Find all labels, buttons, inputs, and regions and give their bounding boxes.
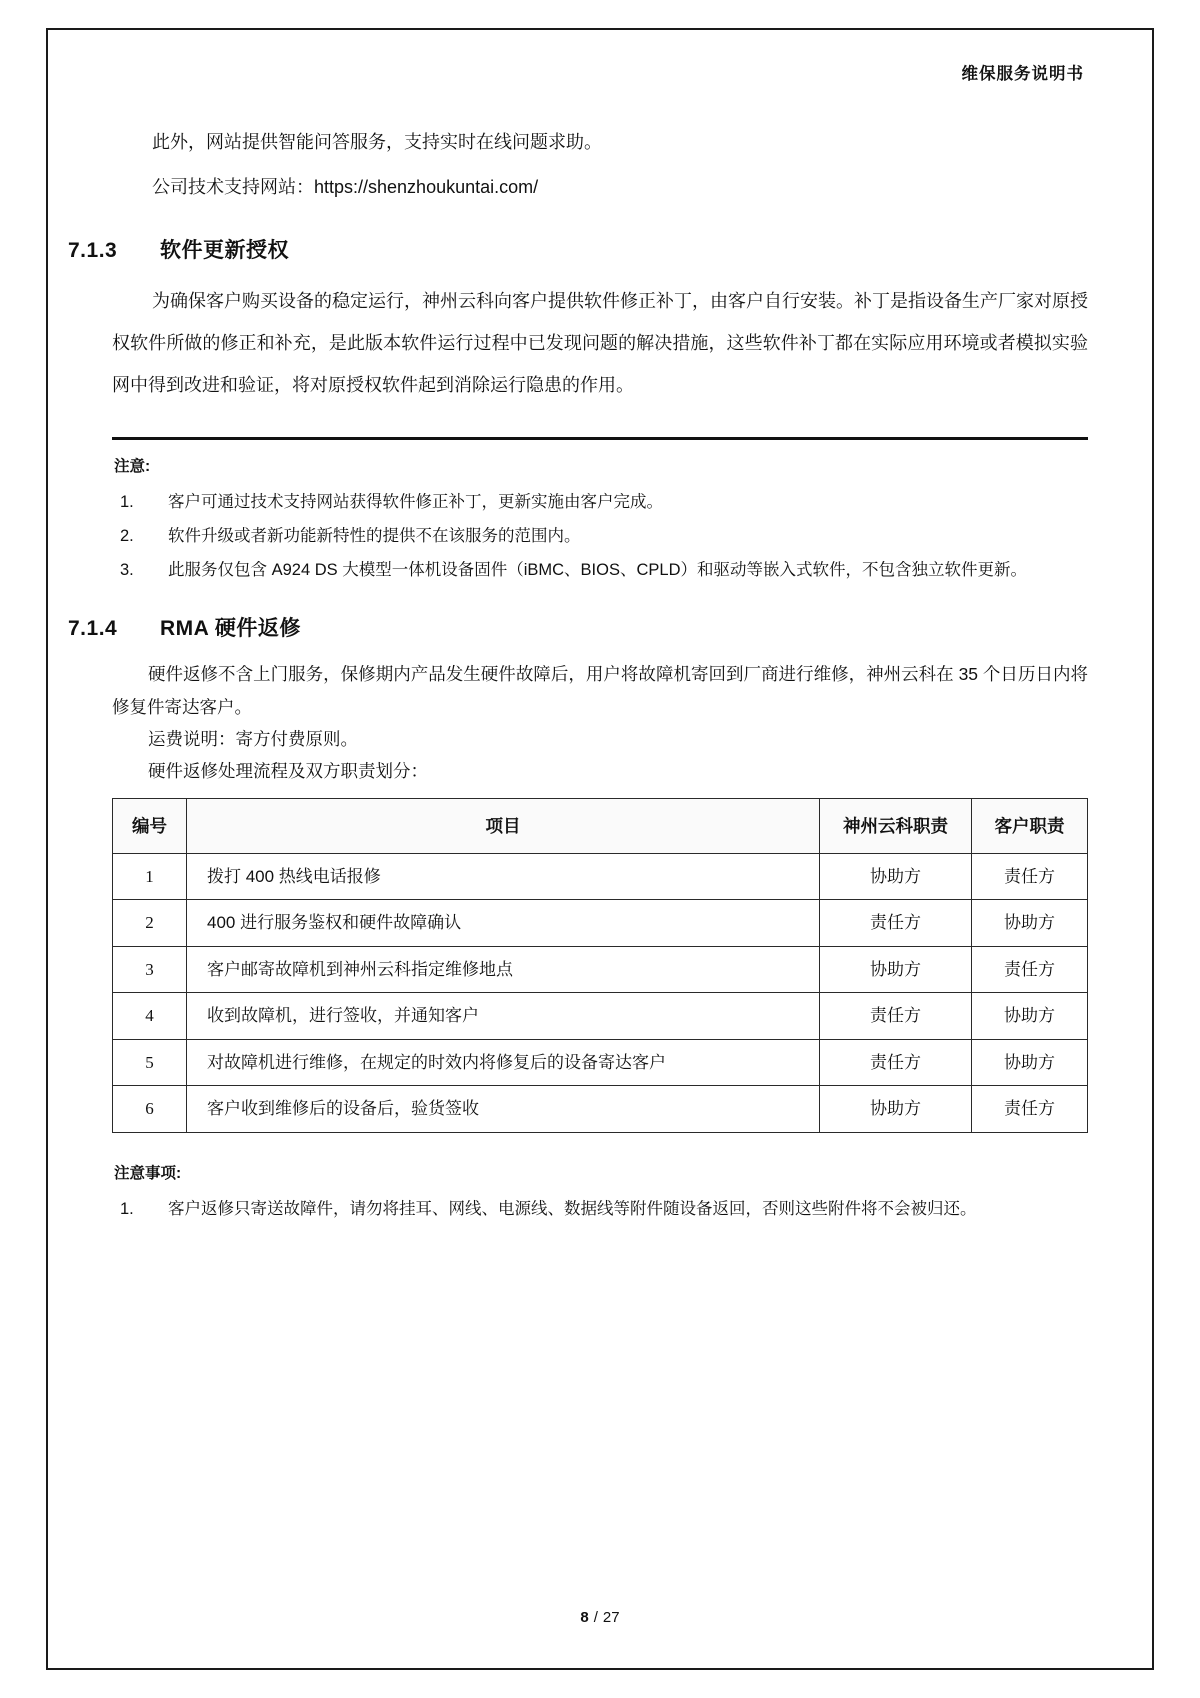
notes-list bbox=[112, 486, 1088, 587]
notes-divider bbox=[112, 437, 1088, 440]
list-marker: 3. bbox=[120, 561, 134, 580]
table-header-row bbox=[113, 798, 1088, 853]
table-cell-sn: 6 bbox=[113, 1086, 187, 1133]
table-cell-sn: 2 bbox=[113, 900, 187, 947]
rma-process-table bbox=[112, 798, 1088, 1133]
table-cell-item: 客户邮寄故障机到神州云科指定维修地点 bbox=[187, 946, 820, 993]
list-item bbox=[112, 486, 1088, 518]
table-cell-sn: 1 bbox=[113, 853, 187, 900]
list-text: 客户返修只寄送故障件，请勿将挂耳、网线、电源线、数据线等附件随设备返回，否则这些附件将不会被归还。 bbox=[168, 1199, 977, 1218]
page-separator: / bbox=[593, 1609, 598, 1626]
table-cell-item: 收到故障机，进行签收，并通知客户 bbox=[187, 993, 820, 1040]
table-cell-sn: 4 bbox=[113, 993, 187, 1040]
table-cell-customer-responsibility: 协助方 bbox=[972, 1039, 1088, 1086]
table-cell-item: 400 进行服务鉴权和硬件故障确认 bbox=[187, 900, 820, 947]
table-row bbox=[113, 993, 1088, 1040]
table-row bbox=[113, 853, 1088, 900]
table-header-cell: 神州云科职责 bbox=[820, 798, 972, 853]
section-heading-7-1-3 bbox=[68, 234, 1088, 264]
section-title-7-1-3: 软件更新授权 bbox=[160, 238, 289, 262]
table-cell-customer-responsibility: 协助方 bbox=[972, 900, 1088, 947]
table-cell-item: 客户收到维修后的设备后，验货签收 bbox=[187, 1086, 820, 1133]
table-cell-customer-responsibility: 责任方 bbox=[972, 853, 1088, 900]
table-cell-sn: 3 bbox=[113, 946, 187, 993]
section-7-1-4-paragraph-2: 运费说明：寄方付费原则。 bbox=[148, 728, 358, 749]
intro-line-1: 此外，网站提供智能问答服务，支持实时在线问题求助。 bbox=[152, 132, 602, 152]
section-number-7-1-4: 7.1.4 bbox=[68, 617, 118, 641]
total-page-count: 27 bbox=[602, 1609, 620, 1626]
table-cell-vendor-responsibility: 协助方 bbox=[820, 946, 972, 993]
list-text: 软件升级或者新功能新特性的提供不在该服务的范围内。 bbox=[168, 526, 581, 545]
table-cell-vendor-responsibility: 协助方 bbox=[820, 1086, 972, 1133]
section-number-7-1-3: 7.1.3 bbox=[68, 238, 118, 262]
section-7-1-3-paragraph: 为确保客户购买设备的稳定运行，神州云科向客户提供软件修正补丁，由客户自行安装。补丁是指设备生产厂家对原授权软件所做的修正和补充，是此版本软件运行过程中已发现问题的解决措施，这些软件补丁都在实际应用环境或者模拟实验网中得到改进和验证，将对原授权软件起到消除运行隐患的作用。 bbox=[112, 290, 1088, 396]
table-cell-vendor-responsibility: 责任方 bbox=[820, 900, 972, 947]
table-cell-item: 对故障机进行维修，在规定的时效内将修复后的设备寄达客户 bbox=[187, 1039, 820, 1086]
table-cell-customer-responsibility: 协助方 bbox=[972, 993, 1088, 1040]
list-marker: 2. bbox=[120, 526, 134, 545]
list-item bbox=[112, 1193, 1088, 1225]
list-marker: 1. bbox=[120, 1199, 134, 1218]
table-header-cell: 项目 bbox=[187, 798, 820, 853]
table-header-cell: 客户职责 bbox=[972, 798, 1088, 853]
table-cell-vendor-responsibility: 责任方 bbox=[820, 1039, 972, 1086]
table-row bbox=[113, 1086, 1088, 1133]
cautions-list bbox=[112, 1193, 1088, 1225]
section-7-1-4-paragraph-1: 硬件返修不含上门服务，保修期内产品发生硬件故障后，用户将故障机寄回到厂商进行维修，神州云科在 35 个日历日内将修复件寄达客户。 bbox=[112, 664, 1088, 717]
table-row bbox=[113, 900, 1088, 947]
document-header-title: 维保服务说明书 bbox=[961, 65, 1084, 83]
support-website-url[interactable]: https://shenzhoukuntai.com/ bbox=[314, 176, 539, 197]
section-heading-7-1-4 bbox=[68, 612, 1088, 642]
support-website-line bbox=[112, 169, 1088, 206]
table-cell-sn: 5 bbox=[113, 1039, 187, 1086]
table-cell-vendor-responsibility: 协助方 bbox=[820, 853, 972, 900]
table-row bbox=[113, 946, 1088, 993]
list-text: 客户可通过技术支持网站获得软件修正补丁，更新实施由客户完成。 bbox=[168, 492, 663, 511]
current-page-number: 8 bbox=[580, 1609, 589, 1626]
table-cell-customer-responsibility: 责任方 bbox=[972, 1086, 1088, 1133]
cautions-title: 注意事项: bbox=[114, 1164, 182, 1182]
table-row bbox=[113, 1039, 1088, 1086]
list-marker: 1. bbox=[120, 492, 134, 511]
list-item bbox=[112, 520, 1088, 552]
notes-title: 注意: bbox=[114, 457, 151, 475]
table-cell-item: 拨打 400 热线电话报修 bbox=[187, 853, 820, 900]
support-website-label: 公司技术支持网站： bbox=[152, 176, 314, 197]
section-7-1-4-paragraph-3: 硬件返修处理流程及双方职责划分： bbox=[148, 761, 428, 782]
table-cell-customer-responsibility: 责任方 bbox=[972, 946, 1088, 993]
page-content bbox=[68, 60, 1088, 1227]
page-footer bbox=[0, 1609, 1200, 1626]
list-item bbox=[112, 554, 1088, 586]
list-text: 此服务仅包含 A924 DS 大模型一体机设备固件（iBMC、BIOS、CPLD）和驱动等嵌入式软件，不包含独立软件更新。 bbox=[168, 561, 1027, 580]
table-header-cell: 编号 bbox=[113, 798, 187, 853]
section-title-7-1-4: RMA 硬件返修 bbox=[160, 617, 301, 641]
table-cell-vendor-responsibility: 责任方 bbox=[820, 993, 972, 1040]
